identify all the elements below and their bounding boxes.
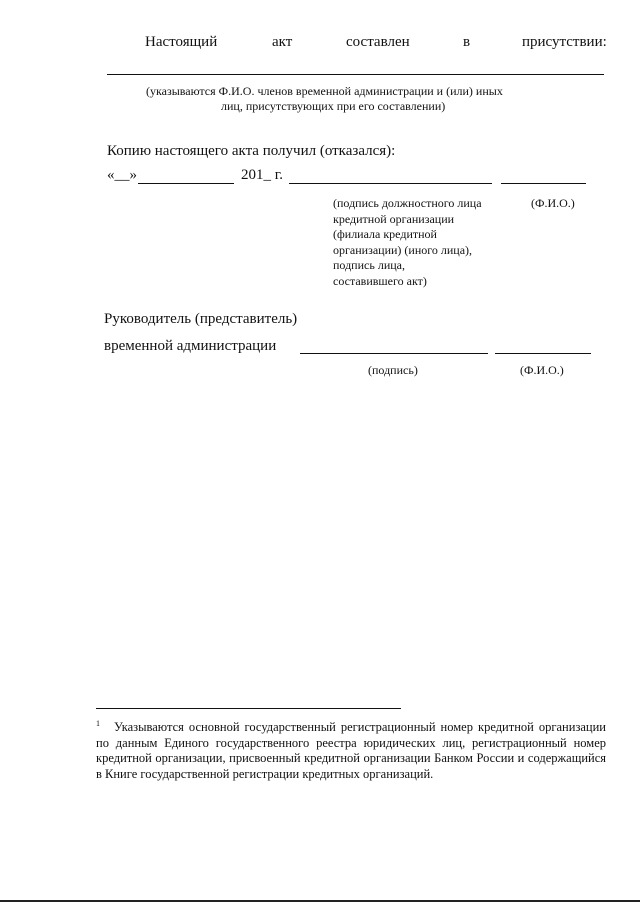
header-word-v: в [463, 34, 471, 50]
signature-hint-line: организации) (иного лица), [333, 242, 473, 257]
head-fio-line [495, 353, 591, 354]
footnote-text: Указываются основной государственный регистрационный номер кредитной организации по данным Единого государственного реестра юридических лиц, регистрационный номер кредитной организации, присвоенный кредитной организации Банком России и содержащийся в Книге государственной регистрации кредитных организаций. [96, 720, 606, 781]
signature-hint-line: кредитной организации [333, 211, 455, 226]
members-hint-line2: лиц, присутствующих при его составлении) [221, 99, 446, 113]
head-title-line1: Руководитель (представитель) [104, 311, 298, 327]
footnote-separator [96, 708, 401, 709]
signature-hint-line: подпись лица, [333, 258, 405, 272]
head-signature-line [300, 353, 488, 354]
copy-received-title: Копию настоящего акта получил (отказался): [107, 143, 396, 159]
header-word-nastoyashchiy: Настоящий [145, 34, 218, 50]
date-day-field: «__» [107, 167, 137, 183]
head-signature-hint: (подпись) [368, 363, 418, 377]
head-title-line2: временной администрации [104, 338, 277, 354]
recipient-signature-hint [333, 196, 482, 289]
header-word-sostavlen: составлен [346, 34, 410, 50]
signature-hint-line: составившего акт) [333, 273, 427, 288]
date-month-blank-line [138, 183, 234, 184]
members-hint-line1: (указываются Ф.И.О. членов временной администрации и (или) иных [146, 84, 503, 98]
recipient-fio-line [501, 183, 586, 184]
signature-hint-line: (филиала кредитной [333, 227, 437, 241]
header-word-akt: акт [272, 34, 293, 50]
members-blank-line [107, 74, 604, 75]
footnote-number: 1 [96, 719, 100, 728]
recipient-fio-hint: (Ф.И.О.) [531, 196, 575, 210]
recipient-signature-line [289, 183, 492, 184]
footnote [96, 716, 606, 782]
head-fio-hint: (Ф.И.О.) [520, 363, 564, 377]
page-bottom-border [0, 900, 640, 902]
date-year-field: 201_ г. [241, 167, 283, 183]
signature-hint-line: (подпись должностного лица [333, 196, 482, 210]
header-word-prisutstvii: присутствии: [522, 34, 607, 50]
